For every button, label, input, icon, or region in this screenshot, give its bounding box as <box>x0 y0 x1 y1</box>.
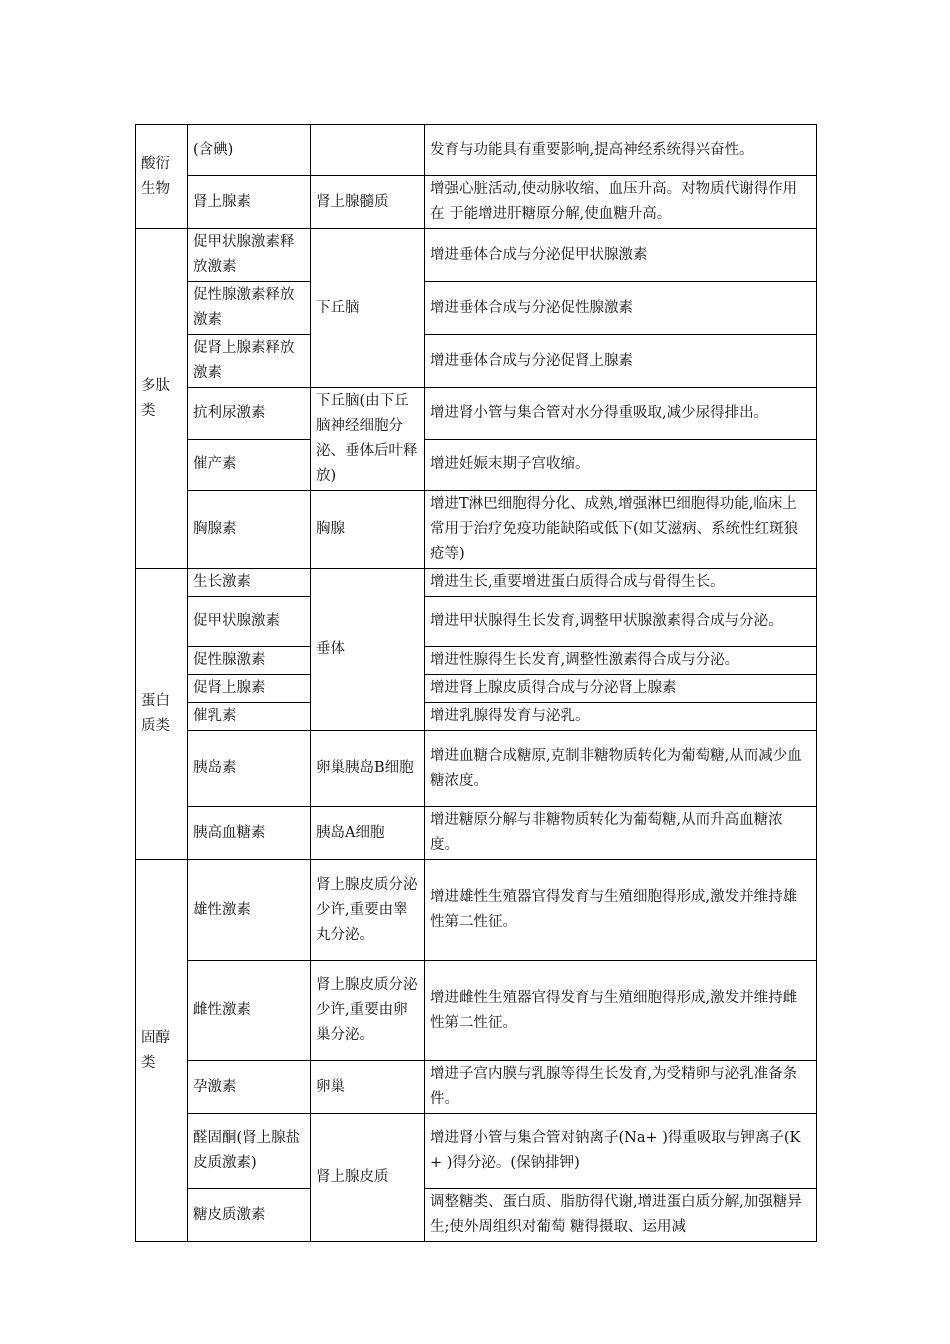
hormone-name: (含碘) <box>188 125 311 176</box>
hormone-name: 催产素 <box>188 439 311 491</box>
gland-cell: 肾上腺皮质分泌少许,重要由卵巢分泌。 <box>311 961 425 1061</box>
effect-cell: 增进性腺得生长发育,调整性激素得合成与分泌。 <box>425 647 817 675</box>
effect-cell: 调整糖类、蛋白质、脂肪得代谢,增进蛋白质分解,加强糖异生;使外周组织对葡萄 糖得摄取、运用减 <box>425 1189 817 1242</box>
table-row <box>136 961 817 1061</box>
table-row <box>136 807 817 860</box>
gland-cell: 肾上腺皮质 <box>311 1114 425 1242</box>
effect-cell: 增进垂体合成与分泌促性腺激素 <box>425 282 817 335</box>
table-row <box>136 125 817 176</box>
hormone-name: 肾上腺素 <box>188 176 311 229</box>
gland-cell: 肾上腺皮质分泌少许,重要由睾丸分泌。 <box>311 860 425 961</box>
table-row <box>136 229 817 282</box>
gland-cell: 下丘脑 <box>311 229 425 388</box>
hormone-name: 雄性激素 <box>188 860 311 961</box>
table-row <box>136 860 817 961</box>
category-cell: 蛋白质类 <box>136 569 188 860</box>
gland-cell: 胸腺 <box>311 491 425 569</box>
effect-cell: 增进甲状腺得生长发育,调整甲状腺激素得合成与分泌。 <box>425 597 817 647</box>
effect-cell: 增进T淋巴细胞得分化、成熟,增强淋巴细胞得功能,临床上常用于治疗免疫功能缺陷或低下(如艾滋病、系统性红斑狼疮等) <box>425 491 817 569</box>
effect-cell: 增进雌性生殖器官得发育与生殖细胞得形成,激发并维持雌性第二性征。 <box>425 961 817 1061</box>
effect-cell: 增进妊娠末期子宫收缩。 <box>425 439 817 491</box>
table-row <box>136 569 817 597</box>
effect-cell: 增进肾小管与集合管对钠离子(Na+ )得重吸取与钾离子(K+ )得分泌。(保钠排钾) <box>425 1114 817 1189</box>
gland-cell: 卵巢胰岛B细胞 <box>311 731 425 807</box>
category-cell: 酸衍生物 <box>136 125 188 229</box>
table-row <box>136 491 817 569</box>
effect-cell: 增进肾小管与集合管对水分得重吸取,减少尿得排出。 <box>425 388 817 440</box>
gland-cell: 卵巢 <box>311 1061 425 1114</box>
table-row <box>136 282 817 335</box>
effect-cell: 增进血糖合成糖原,克制非糖物质转化为葡萄糖,从而减少血糖浓度。 <box>425 731 817 807</box>
effect-cell: 增进生长,重要增进蛋白质得合成与骨得生长。 <box>425 569 817 597</box>
table-row <box>136 703 817 731</box>
table-row <box>136 388 817 440</box>
table-row <box>136 675 817 703</box>
hormone-name: 促肾上腺素释放激素 <box>188 335 311 388</box>
hormone-name: 雌性激素 <box>188 961 311 1061</box>
hormone-name: 糖皮质激素 <box>188 1189 311 1242</box>
table-row <box>136 1061 817 1114</box>
hormone-name: 抗利尿激素 <box>188 388 311 440</box>
hormone-table <box>135 124 817 1242</box>
effect-cell: 增强心脏活动,使动脉收缩、血压升高。对物质代谢得作用在 于能增进肝糖原分解,使血糖升高。 <box>425 176 817 229</box>
effect-cell: 增进垂体合成与分泌促甲状腺激素 <box>425 229 817 282</box>
table-row <box>136 439 817 491</box>
hormone-name: 孕激素 <box>188 1061 311 1114</box>
table-row <box>136 1189 817 1242</box>
table-row <box>136 647 817 675</box>
gland-cell: 胰岛A细胞 <box>311 807 425 860</box>
effect-cell: 增进垂体合成与分泌促肾上腺素 <box>425 335 817 388</box>
effect-cell: 增进雄性生殖器官得发育与生殖细胞得形成,激发并维持雄性第二性征。 <box>425 860 817 961</box>
hormone-name: 胸腺素 <box>188 491 311 569</box>
table-row <box>136 597 817 647</box>
effect-cell: 增进糖原分解与非糖物质转化为葡萄糖,从而升高血糖浓度。 <box>425 807 817 860</box>
gland-cell: 肾上腺髓质 <box>311 176 425 229</box>
hormone-name: 胰高血糖素 <box>188 807 311 860</box>
hormone-name: 促甲状腺激素释放激素 <box>188 229 311 282</box>
hormone-name: 生长激素 <box>188 569 311 597</box>
gland-cell: 垂体 <box>311 569 425 731</box>
table-row <box>136 335 817 388</box>
effect-cell: 增进乳腺得发育与泌乳。 <box>425 703 817 731</box>
hormone-name: 促肾上腺素 <box>188 675 311 703</box>
effect-cell: 增进肾上腺皮质得合成与分泌肾上腺素 <box>425 675 817 703</box>
effect-cell: 增进子宫内膜与乳腺等得生长发育,为受精卵与泌乳准备条件。 <box>425 1061 817 1114</box>
hormone-name: 胰岛素 <box>188 731 311 807</box>
category-cell: 多肽类 <box>136 229 188 569</box>
hormone-name: 促性腺激素释放激素 <box>188 282 311 335</box>
table-row <box>136 1114 817 1189</box>
hormone-name: 促性腺激素 <box>188 647 311 675</box>
table-row <box>136 176 817 229</box>
gland-cell: 下丘脑(由下丘脑神经细胞分泌、垂体后叶释放) <box>311 388 425 491</box>
category-cell: 固醇类 <box>136 860 188 1242</box>
effect-cell: 发育与功能具有重要影响,提高神经系统得兴奋性。 <box>425 125 817 176</box>
hormone-name: 催乳素 <box>188 703 311 731</box>
table-row <box>136 731 817 807</box>
hormone-name: 促甲状腺激素 <box>188 597 311 647</box>
gland-cell <box>311 125 425 176</box>
hormone-name: 醛固酮(肾上腺盐皮质激素) <box>188 1114 311 1189</box>
